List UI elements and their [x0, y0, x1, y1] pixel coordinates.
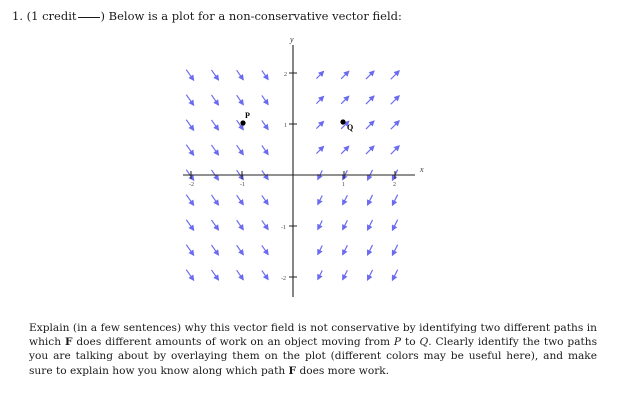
field-arrow: [186, 120, 193, 131]
y-tick-label: -2: [281, 276, 286, 282]
field-arrow: [367, 195, 372, 205]
x-tick-label: -1: [240, 182, 245, 188]
field-arrow: [391, 121, 400, 130]
field-arrow: [237, 270, 244, 280]
field-arrow: [211, 195, 218, 205]
point-p-label: P: [245, 111, 250, 120]
explanation-q: Q: [419, 336, 429, 349]
field-arrow: [343, 270, 348, 280]
field-arrow: [392, 270, 397, 281]
field-arrow: [391, 96, 400, 105]
explanation-to: to: [404, 336, 416, 349]
field-arrow: [316, 71, 323, 78]
y-axis-label: y: [290, 35, 294, 44]
field-arrow: [366, 71, 374, 79]
explanation-part4: does more work.: [299, 364, 390, 377]
explanation-bold-f: F: [64, 336, 73, 349]
point-p-dot: [240, 120, 245, 125]
field-arrow: [392, 195, 397, 206]
explanation-part3: . Clearly identify the two paths you are talking about by overlaying them on the plot (different colors may be useful here), and make sure to explain how you know along which path: [29, 336, 598, 377]
field-arrow: [186, 220, 193, 231]
field-arrow: [392, 220, 397, 231]
field-arrow: [391, 146, 400, 155]
field-arrow: [186, 245, 193, 256]
credit-close: ): [100, 9, 106, 23]
field-arrow: [343, 220, 348, 230]
explanation-bold-f2: F: [288, 364, 297, 377]
field-arrow: [186, 145, 193, 156]
field-arrow: [366, 121, 374, 129]
explanation-part1: Explain (in a few sentences) why this vector field is not conservative by identifying two different paths in which: [29, 322, 597, 349]
field-arrow: [211, 270, 218, 280]
field-arrow: [186, 195, 193, 206]
problem-intro: Below is a plot for a non-conservative vector field:: [108, 9, 402, 23]
field-arrow: [237, 145, 244, 155]
field-arrow: [316, 146, 323, 153]
field-arrow: [318, 195, 323, 204]
x-tick-label: 2: [393, 182, 396, 188]
field-arrow: [367, 270, 372, 280]
field-arrow: [262, 220, 268, 229]
field-arrow: [367, 245, 372, 255]
y-tick-label: 1: [284, 123, 287, 129]
field-arrow: [211, 245, 218, 255]
field-arrow: [262, 145, 268, 154]
y-tick-label: -1: [281, 225, 286, 231]
point-q-dot: [340, 119, 345, 124]
problem-number: 1.: [12, 9, 23, 23]
point-q-label: Q: [347, 123, 354, 132]
x-axis-label: x: [420, 165, 424, 174]
field-arrow: [186, 270, 193, 281]
field-arrow: [237, 245, 244, 255]
field-arrow: [316, 96, 323, 103]
field-arrow: [318, 220, 323, 229]
field-arrow: [366, 146, 374, 154]
field-arrow: [237, 220, 244, 230]
credit-label: (1 credit: [26, 9, 77, 23]
field-arrow: [211, 120, 218, 130]
field-arrow: [262, 95, 268, 104]
field-arrow: [237, 95, 244, 105]
field-arrow: [262, 70, 268, 79]
field-arrow: [366, 96, 374, 104]
field-arrow: [262, 245, 268, 254]
field-arrow: [341, 71, 349, 79]
explanation-paragraph: [29, 321, 597, 378]
field-arrow: [367, 220, 372, 230]
field-arrow: [211, 220, 218, 230]
field-arrow: [211, 70, 218, 80]
field-arrow: [341, 146, 349, 154]
field-arrow: [237, 70, 244, 80]
x-tick-label: -2: [189, 182, 194, 188]
field-arrow: [262, 120, 268, 129]
y-tick-label: 2: [284, 72, 287, 78]
field-arrow: [318, 245, 323, 254]
field-arrow: [211, 95, 218, 105]
field-arrow: [392, 245, 397, 256]
field-arrow: [211, 145, 218, 155]
field-arrow: [316, 121, 323, 128]
field-arrow: [343, 245, 348, 255]
explanation-part2: does different amounts of work on an object moving from: [76, 336, 391, 349]
x-tick-label: 1: [342, 182, 345, 188]
field-arrow: [262, 195, 268, 204]
explanation-p: P: [393, 336, 402, 349]
field-arrow: [341, 96, 349, 104]
field-arrow: [186, 95, 193, 106]
field-arrow: [318, 270, 323, 279]
field-arrow: [391, 71, 400, 80]
field-arrow: [237, 195, 244, 205]
field-arrow: [262, 270, 268, 279]
field-arrow: [343, 195, 348, 205]
field-arrow: [186, 70, 193, 81]
